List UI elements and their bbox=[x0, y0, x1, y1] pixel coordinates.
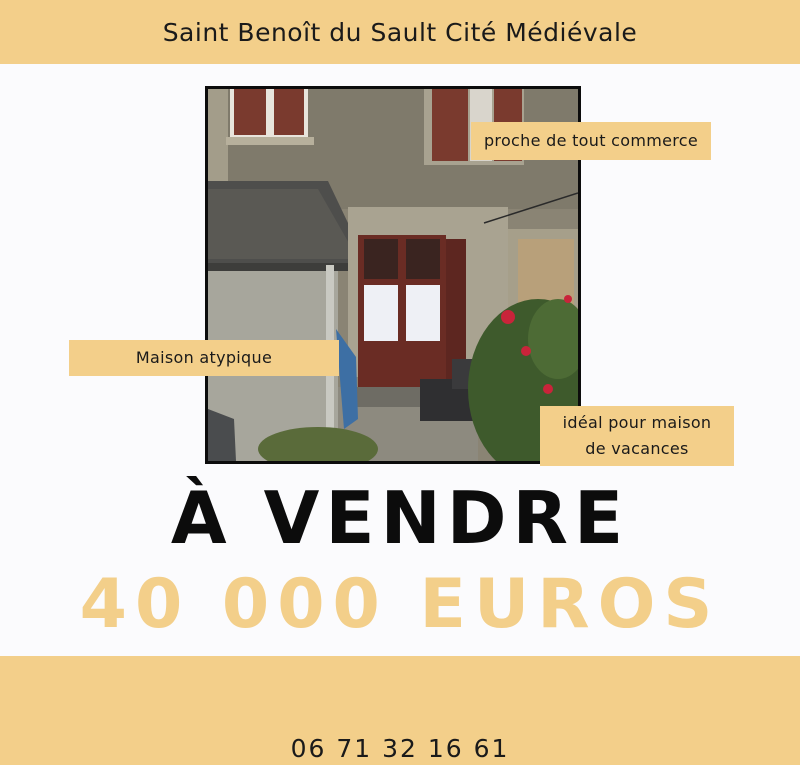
tag-holiday-line-1: idéal pour maison bbox=[562, 413, 712, 432]
tag-atypical bbox=[69, 340, 339, 376]
for-sale-headline: À VENDRE bbox=[170, 476, 630, 560]
header-band bbox=[0, 0, 800, 64]
tag-holiday-line-2: de vacances bbox=[585, 439, 689, 458]
phone-number: 06 71 32 16 61 bbox=[290, 734, 510, 763]
tag-proximity bbox=[471, 122, 711, 160]
price: 40 000 EUROS bbox=[79, 565, 721, 644]
page-title: Saint Benoît du Sault Cité Médiévale bbox=[162, 17, 638, 47]
tag-proximity-label: proche de tout commerce bbox=[483, 131, 699, 150]
tag-holiday-home bbox=[540, 406, 734, 466]
tag-atypical-label: Maison atypique bbox=[135, 348, 273, 367]
